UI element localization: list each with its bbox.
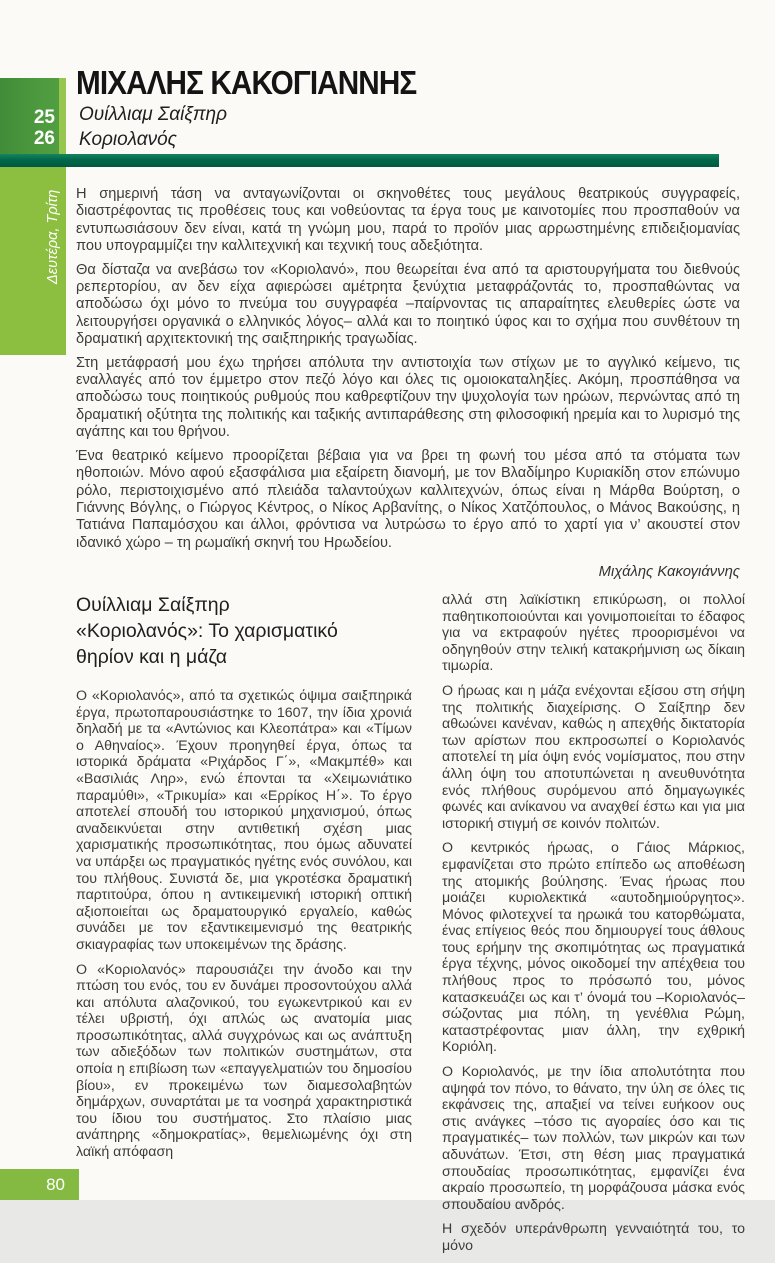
director-note	[76, 186, 740, 582]
performance-days-vertical: Δευτέρα, Τρίτη	[45, 189, 61, 284]
page-title: ΜΙΧΑΛΗΣ ΚΑΚΟΓΙΑΝΝΗΣ	[76, 64, 417, 102]
intro-paragraph: Η σημερινή τάση να ανταγωνίζονται οι σκηνοθέτες τους μεγάλους θεατρικούς συγγραφείς, διαστρέφοντας τις προθέσεις τους και νοθεύοντας τα έργα τους με καινοτομίες που προσπαθούν να εντυπωσιάσουν δεν είναι, κατά τη γνώμη μου, παρά το προϊόν μιας αρρωστημένης επιδειξιομανίας που υπογραμμίζει την καλλιτεχνική και τεχνική τους αδεξιότητα.	[76, 186, 740, 255]
work-header	[79, 102, 227, 152]
essay-paragraph: αλλά στη λαϊκίστικη επικύρωση, οι πολλοί παθητικοποιούνται και γονιμοποιείται το έδαφος για να εκτραφούν ηγέτες προορισμένοι να οδηγηθούν στην τελική κατακρήμνιση ως δίκαιη τιμωρία.	[442, 592, 745, 675]
essay-right-column	[442, 592, 745, 1263]
essay-heading-line: Ουίλλιαμ Σαίξπηρ	[76, 594, 230, 616]
date-25: 25	[33, 107, 55, 128]
page-number: 80	[46, 1174, 65, 1194]
sidebar-edge-strip	[59, 78, 66, 154]
essay-heading-line: θηρίον και η μάζα	[76, 646, 228, 668]
essay-paragraph: Ο ήρωας και η μάζα ενέχονται εξίσου στη σήψη της πολιτικής διαχείρισης. Ο Σαίξπηρ δεν αθωώνει κανέναν, καθώς η απεχθής δικτατορία των αρίστων που εκπροσωπεί ο Κοριολανός αποτελεί τη μία όψη ενός νομίσματος, που στην άλλη όψη του αποτυπώνεται η ανευθυνότητα ενός πλήθους συρόμενου από δημαγωγικές φωνές και ανίκανου να αναχθεί έστω και για μια ιστορική στιγμή σε κοινόν πολιτών.	[442, 682, 745, 832]
author-signature: Μιχάλης Κακογιάννης	[598, 564, 740, 581]
essay-paragraph: Ο κεντρικός ήρωας, ο Γάιος Μάρκιος, εμφανίζεται στο πρώτο επίπεδο ως αποθέωση της ατομικής βούλησης. Ένας ήρωας που μοιάζει κυριολεκτικά «αυτοδημιούργητος». Μόνος φιλοτεχνεί τα ηρωικά του κατορθώματα, ένας επίγειος θεός που δημιουργεί τους άθλους τους ερήμην της σκοπιμότητας ως πραγματικά έργα τέχνης, μόνος οικοδομεί την απέχθεια του πλήθους προς το πρόσωπό του, μόνος κατασκευάζει ως και τ’ όνομά του –Κοριολανός– σώζοντας μια πόλη, τη γενέθλια Ρώμη, καταστρέφοντας μιαν άλλη, την εχθρική Κοριόλη.	[442, 840, 745, 1056]
date-26: 26	[33, 128, 55, 149]
performance-dates	[34, 107, 55, 149]
intro-paragraph: Θα δίσταζα να ανεβάσω τον «Κοριολανό», που θεωρείται ένα από τα αριστουργήματα του διεθνούς ρεπερτορίου, αν δεν είχα αφιερώσει αμέτρητα ξενύχτια μεταφράζοντάς το, προσπαθώντας να αποδώσω όχι μόνο το πνεύμα του συγγραφέα –παίρνοντας τις απαραίτητες ελευθερίες ώστε να λειτουργήσει οργανικά ο ελληνικός λόγος– αλλά και το ποιητικό ύφος και το σχήμα που συνθέτουν τη δραματική αρχιτεκτονική της σαιξπηρικής τραγωδίας.	[76, 261, 740, 348]
essay-heading-line: «Κοριολανός»: Το χαρισματικό	[76, 620, 338, 642]
essay-paragraph: Ο «Κοριολανός», από τα σχετικώς όψιμα σαιξπηρικά έργα, πρωτοπαρουσιάστηκε το 1607, την ίδια χρονιά δηλαδή με τα «Αντώνιος και Κλεοπάτρα» και «Τίμων ο Αθηναίος». Έχουν προηγηθεί έργα, όπως τα ιστορικά δράματα «Ριχάρδος Γ΄», «Μακμπέθ» και «Βασιλιάς Ληρ», ενώ έπονται τα «Χειμωνιάτικο παραμύθι», «Τρικυμία» και «Ερρίκος Η΄». Το έργο αποτελεί σπουδή του ιστορικού μηχανισμού, όπως αναδεικνύεται στην αντιθετική σχέση μιας χαρισματικής προσωπικότητας, που όμως αδυνατεί να υπάρξει ως πραγματικός ηγέτης ενός συνόλου, και του πλήθους. Συνιστά δε, μια γκροτέσκα δραματική παρτιτούρα, όπου η αντικειμενική ιστορική οπτική αξιοποιείται ως δραματουργικό εργαλείο, καθώς συνάδει με τον εξαντικειμενισμό της θεατρικής σκιαγραφίας των υποκειμένων της δράσης.	[76, 688, 412, 953]
intro-paragraph: Στη μετάφρασή μου έχω τηρήσει απόλυτα την αντιστοιχία των στίχων με το αγγλικό κείμενο, τις εναλλαγές από τον έμμετρο στον πεζό λόγο και όλες τις ομοιοκαταληξίες. Ακόμη, προσπάθησα να αποδώσω τους ποιητικούς ρυθμούς που καθρεφτίζουν την ψυχολογία των ηρώων, περνώντας από τη δραματική οξύτητα της πολιτικής και ταξικής αντιπαράθεσης στη φιλοσοφική ηρεμία και το λυρισμό της αγάπης και του θρήνου.	[76, 354, 740, 441]
page-number-badge	[0, 1169, 79, 1200]
sidebar-date-block	[0, 78, 66, 154]
section-divider-bar	[0, 154, 719, 167]
work-author: Ουίλλιαμ Σαίξπηρ	[79, 104, 227, 125]
intro-paragraph: Ένα θεατρικό κείμενο προορίζεται βέβαια για να βρει τη φωνή του μέσα από τα στόματα των ηθοποιών. Μόνο αφού εξασφάλισα μια εξαίρετη διανομή, με τον Βλαδίμηρο Κυριακίδη στον επώνυμο ρόλο, περιστοιχισμένο από πλειάδα ταλαντούχων καλλιτεχνών, όπως είναι η Μάρθα Βούρτση, ο Γιάννης Βόγλης, ο Γιώργος Κέντρος, ο Νίκος Αρβανίτης, ο Νίκος Χατζόπουλος, ο Μάνος Βακούσης, η Τατιάνα Παπαμόσχου και άλλοι, φρόντισα να λυτρώσω το έργο από το χαρτί για ν’ ακουστεί στον ιδανικό χώρο – τη ρωμαϊκή σκηνή του Ηρωδείου.	[76, 447, 740, 551]
essay-paragraph: Ο «Κοριολανός» παρουσιάζει την άνοδο και την πτώση του ενός, του εν δυνάμει προσοντούχου αλλά και απόλυτα αλαζονικού, του εγωκεντρικού και εν τέλει υβριστή, όχι απλώς ως ανατομία μιας προσωπικότητας, αλλά συγχρόνως και ως ανάπτυξη των αδιεξόδων των πολιτικών συστημάτων, στα οποία η επιβίωση των «επαγγελματιών του δημοσίου βίου», εν προκειμένω των διαμεσολαβητών δημάρχων, συναρτάται με τα νοσηρά χαρακτηριστικά του ίδιου του συστήματος. Στο πλαίσιο μιας ανάπηρης «δημοκρατίας», θεμελιωμένης όχι στη λαϊκή απόφαση	[76, 961, 412, 1161]
work-title: Κοριολανός	[79, 129, 177, 150]
essay-two-columns	[76, 592, 745, 1263]
essay-paragraph: Η σχεδόν υπεράνθρωπη γενναιότητά του, το μόνο	[442, 1221, 745, 1254]
essay-left-column	[76, 592, 412, 1263]
essay-paragraph: Ο Κοριολανός, με την ίδια απολυτότητα που αψηφά τον πόνο, το θάνατο, την ύλη σε όλες τις εκφάνσεις της, απαξιεί να τείνει ευήκοον ους στις ανάγκες –τόσο τις αγοραίες όσο και τις πραγματικές– των πολλών, των μικρών και των αδυνάτων. Έτσι, στη θέση μιας πραγματικά σπουδαίας προσωπικότητας, εμφανίζει ένα ακραίο προσωπείο, τη μορφάζουσα μάσκα ενός σπουδαίου ανδρός.	[442, 1064, 745, 1213]
essay-heading	[76, 592, 412, 670]
